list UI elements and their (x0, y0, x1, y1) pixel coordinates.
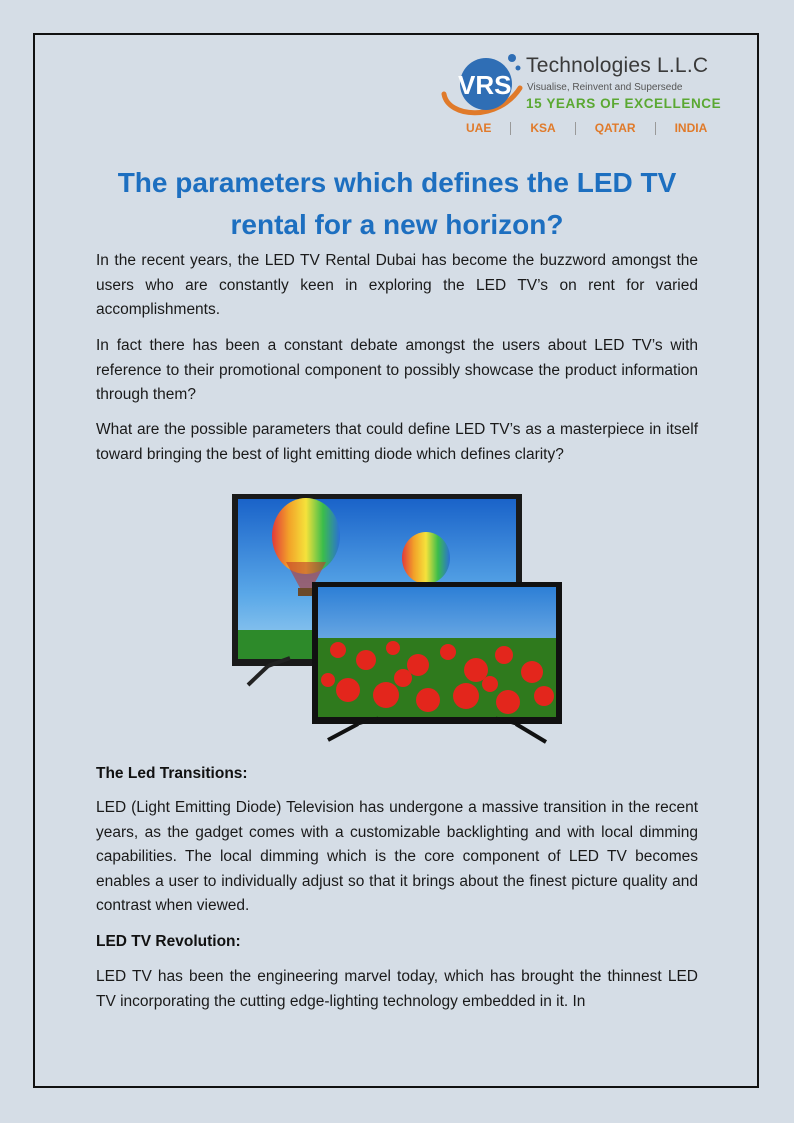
logo-tagline: Visualise, Reinvent and Supersede (527, 82, 683, 93)
led-tv-illustration (228, 490, 568, 752)
led-tv-image (228, 490, 568, 752)
paragraph-led-tv-revolution: LED TV has been the engineering marvel today, which has brought the thinnest LED TV incorporating the cutting edge-lighting technology embedded in it. In (96, 968, 698, 1010)
region-ksa: KSA (530, 121, 556, 135)
logo-company-name: Technologies L.L.C (526, 54, 709, 77)
region-uae: UAE (466, 121, 492, 135)
region-divider (510, 122, 511, 135)
logo-mark-text: VRS (458, 70, 512, 100)
paragraph-intro: In the recent years, the LED TV Rental Dubai has become the buzzword amongst the users who are constantly keen in exploring the LED TV’s on rent for varied accomplishments. (96, 252, 698, 318)
region-divider (575, 122, 576, 135)
region-qatar: QATAR (594, 121, 636, 135)
region-india: INDIA (674, 121, 708, 135)
page-title: The parameters which defines the LED TV rental for a new horizon? (117, 167, 677, 240)
paragraph-question: What are the possible parameters that could define LED TV’s as a masterpiece in itself toward bringing the best of light emitting diode which defines clarity? (96, 421, 698, 463)
paragraph-debate: In fact there has been a constant debate amongst the users about LED TV’s with reference to their promotional component to possibly showcase the product information through them? (96, 337, 698, 403)
logo-years-badge: 15 YEARS OF EXCELLENCE (526, 96, 722, 111)
paragraph-led-transitions: LED (Light Emitting Diode) Television has undergone a massive transition in the recent years, as the gadget comes with a customizable backlighting and with local dimming capabilities. The local dimming which is the core component of LED TV becomes enables a user to individually adjust so that it brings about the finest picture quality and contrast when viewed. (96, 799, 698, 914)
region-list (466, 120, 707, 136)
region-divider (655, 122, 656, 135)
vrs-logo-mark (438, 48, 526, 120)
heading-led-transitions: The Led Transitions: (96, 765, 248, 782)
heading-led-tv-revolution: LED TV Revolution: (96, 933, 241, 950)
front-tv (312, 582, 562, 742)
